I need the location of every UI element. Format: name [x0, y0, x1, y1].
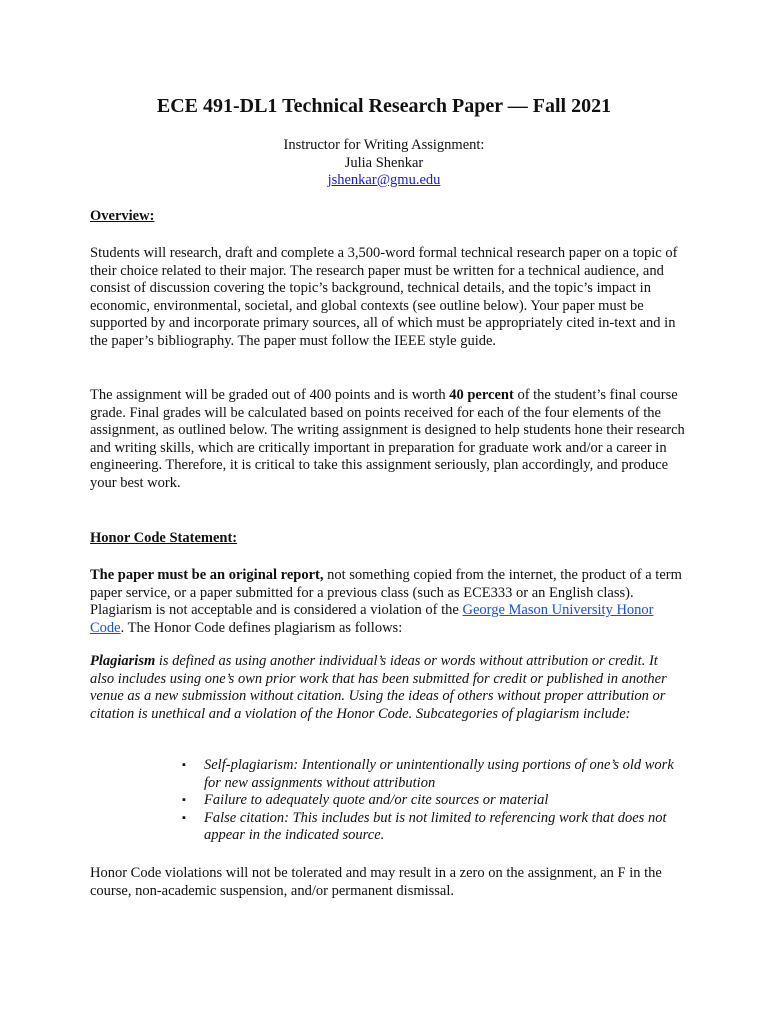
- bullet-icon: ▪: [182, 794, 186, 807]
- instructor-block: [0, 137, 768, 190]
- overview-p2-text-start: The assignment will be graded out of 400 points and is worth: [90, 387, 450, 403]
- honor-code-heading: Honor Code Statement:: [90, 530, 238, 546]
- plagiarism-term: Plagiarism: [90, 653, 156, 669]
- list-item: [182, 810, 682, 845]
- plagiarism-definition: [90, 653, 685, 723]
- page-title: ECE 491-DL1 Technical Research Paper — Fall 2021: [156, 95, 612, 117]
- honor-code-text: not something copied from the internet, the product of a term paper service, or a paper submitted for a previous class (such as ECE333 or an English class). Plagiarism is not acceptable and is considered a violation of the: [90, 567, 682, 619]
- list-item: [182, 757, 682, 792]
- violations-paragraph: Honor Code violations will not be tolerated and may result in a zero on the assignment, an F in the course, non-academic suspension, and/or permanent dismissal.: [90, 865, 662, 899]
- bullet-icon: ▪: [182, 759, 186, 771]
- honor-code-text-end: . The Honor Code defines plagiarism as follows:: [120, 619, 403, 636]
- plagiarism-subcategories-list: [182, 757, 682, 845]
- list-item: [182, 792, 682, 810]
- honor-code-link[interactable]: George Mason University Honor Code: [90, 602, 654, 636]
- instructor-email-link[interactable]: jshenkar@gmu.edu: [327, 172, 441, 188]
- instructor-name: Julia Shenkar: [344, 154, 424, 171]
- list-item-text: Self-plagiarism: Intentionally or unintentionally using portions of one’s old work for new assignments without attribution: [204, 757, 674, 791]
- list-item-text: False citation: This includes but is not limited to referencing work that does not appear in the indicated source.: [204, 809, 667, 844]
- overview-heading: Overview:: [90, 208, 155, 224]
- bullet-icon: ▪: [182, 811, 186, 824]
- grade-weight-bold: 40 percent: [449, 387, 514, 403]
- honor-code-paragraph: [90, 567, 685, 637]
- list-item-text: Failure to adequately quote and/or cite sources or material: [204, 792, 549, 809]
- overview-paragraph-2: [90, 387, 685, 493]
- original-report-bold: The paper must be an original report,: [90, 567, 324, 583]
- overview-paragraph-1: Students will research, draft and complete a 3,500-word formal technical research paper on a topic of their choice related to their major. The research paper must be written for a technical audience, and consist of discussion covering the topic’s background, technical details, and the topic’s impact in economic, environmental, societal, and global contexts (see outline below). Your paper must be supported by and incorporate primary sources, all of which must be appropriately cited in-text and in the paper’s bibliography. The paper must follow the IEEE style guide.: [90, 245, 678, 349]
- plagiarism-definition-text: is defined as using another individual’s ideas or words without attribution or credit. It also includes using one’s own prior work that has been submitted for credit or published in another venue as a new submission without citation. Using the ideas of others without proper attribution or citation is unethical and a violation of the Honor Code. Subcategories of plagiarism include:: [90, 653, 667, 722]
- overview-p2-text-end: of the student’s final course grade. Final grades will be calculated based on points received for each of the four elements of the assignment, as outlined below. The writing assignment is designed to help students hone their research and writing skills, which are critically important in preparation for graduate work and/or a career in engineering. Therefore, it is critical to take this assignment seriously, plan accordingly, and produce your best work.: [90, 387, 685, 491]
- instructor-label: Instructor for Writing Assignment:: [283, 137, 485, 153]
